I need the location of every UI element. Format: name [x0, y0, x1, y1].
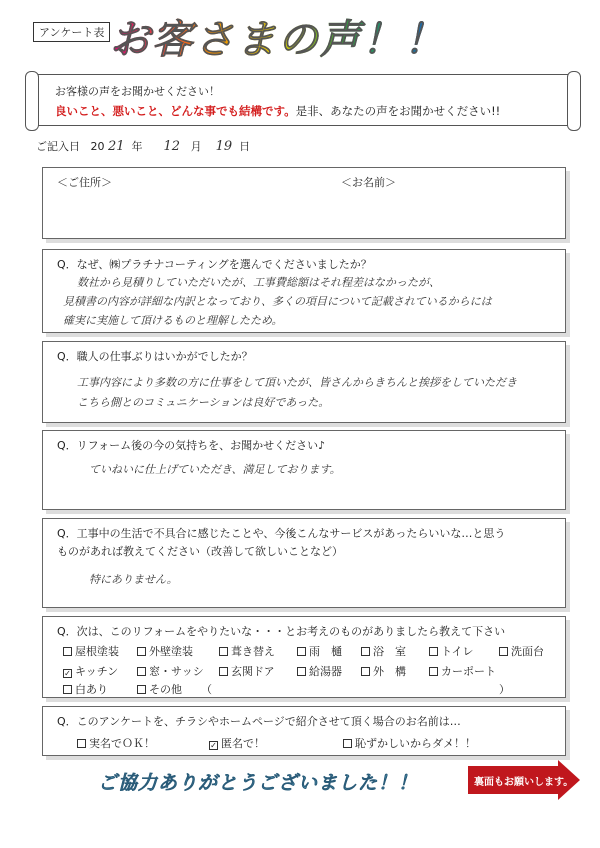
entry-date [36, 138, 250, 154]
year-value[interactable]: 21 [108, 139, 125, 154]
name-label: ＜お名前＞ [341, 176, 396, 189]
date-label: ご記入日 [36, 140, 80, 153]
name-field[interactable] [341, 192, 551, 232]
page-title: お客さまの声！！ [110, 8, 446, 65]
option-termite[interactable]: 白あり [63, 681, 108, 697]
back-side-note: 裏面もお願いします。 [474, 777, 574, 788]
intro-line-2 [55, 103, 500, 119]
option-other[interactable]: その他 [137, 681, 182, 697]
checkbox-checked[interactable]: ✓ [64, 669, 71, 678]
checkbox[interactable] [63, 647, 72, 656]
back-side-arrow [468, 766, 580, 794]
question-1-box [42, 249, 566, 333]
intro-rest: 是非、あなたの声をお聞かせください!! [295, 104, 501, 118]
option-real-name[interactable]: 実名でＯＫ！ [77, 735, 155, 751]
question-4-box [42, 518, 566, 608]
option-window-sash[interactable]: 窓・サッシ [137, 663, 204, 679]
answer-1-line-1[interactable]: 数社から見積りしていただいたが、工事費総額はそれ程差はなかったが、 [77, 276, 440, 289]
address-label: ＜ご住所＞ [57, 176, 112, 189]
checkbox[interactable] [297, 667, 306, 676]
checkbox[interactable] [77, 739, 86, 748]
checkbox[interactable] [429, 647, 438, 656]
answer-1-line-3[interactable]: 確実に実施して頂けるものと理解したため。 [63, 314, 283, 327]
checkbox[interactable] [219, 667, 228, 676]
year-unit: 年 [131, 140, 143, 153]
checkbox[interactable] [499, 647, 508, 656]
answer-3[interactable]: ていねいに仕上げていただき、満足しております。 [89, 463, 341, 476]
checkbox[interactable] [429, 667, 438, 676]
option-toilet[interactable]: トイレ [429, 643, 473, 659]
option-washbasin[interactable]: 洗面台 [499, 643, 544, 659]
intro-banner [30, 74, 576, 126]
question-1-text: Q．なぜ、㈱プラチナコーティングを選んでくださいましたか？ [57, 258, 372, 271]
option-entrance-door[interactable]: 玄関ドア [219, 663, 275, 679]
answer-2-line-1[interactable]: 工事内容により多数の方に仕事をして頂いたが、皆さんからきちんと挨拶をしていただき [77, 376, 517, 389]
checkbox[interactable] [137, 647, 146, 656]
option-anonymous[interactable]: ✓ 匿名で！ [210, 737, 265, 750]
option-wall-paint[interactable]: 外壁塗装 [137, 643, 193, 659]
question-5-box [42, 616, 566, 698]
checkbox[interactable] [297, 647, 306, 656]
option-gutter[interactable]: 雨 樋 [297, 643, 342, 659]
address-field[interactable] [57, 192, 327, 232]
month-value[interactable]: 12 [163, 139, 181, 154]
year-prefix: 20 [90, 140, 105, 153]
thanks-message: ご協力ありがとうございました！！ [98, 772, 419, 794]
answer-2-line-2[interactable]: こちら側とのコミュニケーションは良好であった。 [77, 396, 330, 409]
day-value[interactable]: 19 [215, 139, 233, 154]
other-text-field[interactable] [217, 681, 497, 695]
option-kitchen[interactable]: ✓ キッチン [64, 665, 119, 678]
form-type-tag: アンケート表 [33, 22, 110, 42]
month-unit: 月 [190, 140, 202, 153]
answer-4[interactable]: 特にありません。 [89, 573, 178, 586]
contact-box [42, 167, 566, 239]
option-decline[interactable]: 恥ずかしいからダメ！！ [343, 735, 476, 751]
other-open-paren: （ [201, 683, 212, 696]
option-exterior[interactable]: 外 構 [361, 663, 406, 679]
option-water-heater[interactable]: 給湯器 [297, 663, 342, 679]
checkbox[interactable] [219, 647, 228, 656]
intro-emphasis: 良いこと、悪いこと、どんな事でも結構です。 [55, 104, 296, 118]
checkbox[interactable] [63, 685, 72, 694]
question-3-text: Q．リフォーム後の今の気持ちを、お聞かせください♪ [57, 439, 326, 452]
question-3-box [42, 430, 566, 510]
question-4-text-line-1: Q．工事中の生活で不具合に感じたことや、今後こんなサービスがあったらいいな…と思う [57, 527, 506, 540]
option-carport[interactable]: カーポート [429, 663, 496, 679]
intro-line-1: お客様の声をお聞かせください！ [55, 85, 220, 98]
day-unit: 日 [239, 140, 251, 153]
other-close-paren: ） [499, 683, 510, 696]
question-2-text: Q．職人の仕事ぶりはいかがでしたか？ [57, 350, 253, 363]
option-bathroom[interactable]: 浴 室 [361, 643, 406, 659]
checkbox[interactable] [361, 647, 370, 656]
option-reroof[interactable]: 葺き替え [219, 643, 275, 659]
question-2-box [42, 341, 566, 423]
checkbox[interactable] [137, 667, 146, 676]
checkbox[interactable] [137, 685, 146, 694]
question-6-text: Q．このアンケートを、チラシやホームページで紹介させて頂く場合のお名前は… [57, 715, 461, 728]
checkbox[interactable] [343, 739, 352, 748]
checkbox[interactable] [361, 667, 370, 676]
option-roof-paint[interactable]: 屋根塗装 [63, 643, 119, 659]
question-4-text-line-2: ものがあれば教えてください（改善して欲しいことなど） [57, 545, 343, 558]
answer-1-line-2[interactable]: 見積書の内容が詳細な内訳となっており、多くの項目について記載されているからには [63, 295, 492, 308]
question-6-box [42, 706, 566, 756]
checkbox-checked[interactable]: ✓ [210, 741, 217, 750]
question-5-text: Q．次は、このリフォームをやりたいな・・・とお考えのものがありましたら教えて下さい [57, 625, 506, 638]
